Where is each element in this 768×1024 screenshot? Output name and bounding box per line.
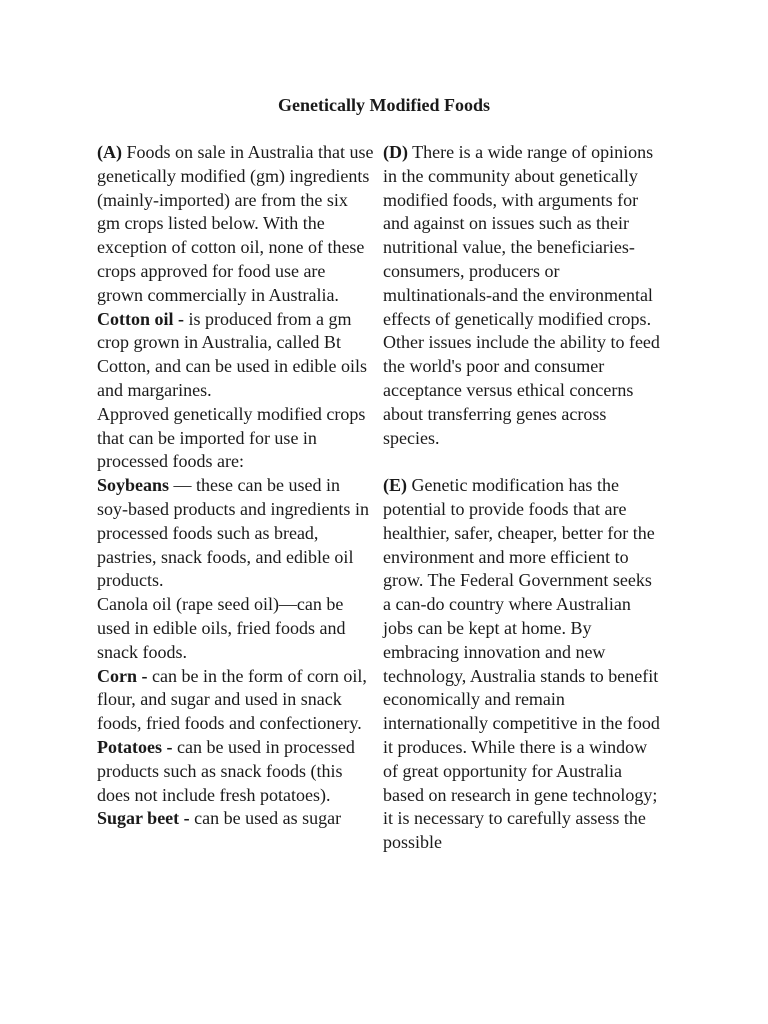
soybeans-text: — these can be used in soy-based products and ingredients in processed foods such as bread, pastries, snack foods, and edible oil products.: [97, 475, 369, 591]
cotton-oil-text: is produced from a gm crop grown in Australia, called Bt Cotton, and can be used in edible oils and margarines.: [97, 308, 367, 400]
section-d-text: There is a wide range of opinions in the community about genetically modified foods, with arguments for and against on issues such as their nutritional value, the beneficiaries-consumers, producers or multinationals-and the environmental effects of genetically modified crops. Other issues include the ability to feed the world's poor and consumer acceptance versus ethical concerns about transferring genes across species.: [383, 142, 660, 448]
soybeans-paragraph: [97, 474, 375, 593]
right-column: [383, 141, 663, 855]
sugar-beet-paragraph: [97, 807, 375, 831]
soybeans-label: Soybeans: [97, 475, 170, 496]
cotton-oil-paragraph: [97, 308, 375, 403]
corn-text: can be in the form of corn oil, flour, and sugar and used in snack foods, fried foods and confectionery.: [97, 665, 367, 734]
potatoes-label: Potatoes -: [97, 736, 173, 757]
approved-crops-paragraph: Approved genetically modified crops that can be imported for use in processed foods are:: [97, 403, 366, 472]
document-title: Genetically Modified Foods: [278, 95, 490, 115]
section-e-paragraph: [383, 474, 663, 855]
section-e-label: (E): [383, 475, 407, 496]
canola-paragraph: Canola oil (rape seed oil)—can be used in edible oils, fried foods and snack foods.: [97, 594, 346, 662]
section-a-paragraph: [97, 141, 375, 308]
section-a-label: (A): [97, 142, 122, 162]
paragraph-gap: [383, 450, 663, 474]
sugar-beet-label: Sugar beet -: [97, 808, 190, 829]
section-a-text: Foods on sale in Australia that use genetically modified (gm) ingredients (mainly-imported) are from the six gm crops listed below. With the exception of cotton oil, none of these crops approved for food use are grown commercially in Australia.: [97, 142, 374, 305]
section-d-paragraph: [383, 141, 663, 450]
potatoes-text: can be used in processed products such as snack foods (this does not include fresh potatoes).: [97, 736, 355, 805]
corn-label: Corn -: [97, 665, 148, 686]
left-column: [97, 141, 375, 831]
sugar-beet-text: can be used as sugar: [189, 808, 342, 829]
section-e-text: Genetic modification has the potential to provide foods that are healthier, safer, cheaper, better for the environment and more efficient to grow. The Federal Government seeks a can-do country where Australian jobs can be kept at home. By embracing innovation and new technology, Australia stands to benefit economically and remain internationally competitive in the food it produces. While there is a window of great opportunity for Australia based on research in gene technology; it is necessary to carefully assess the possible: [383, 475, 660, 853]
section-d-label: (D): [383, 142, 408, 162]
corn-paragraph: [97, 665, 375, 736]
cotton-oil-label: Cotton oil -: [97, 308, 184, 329]
potatoes-paragraph: [97, 736, 375, 807]
